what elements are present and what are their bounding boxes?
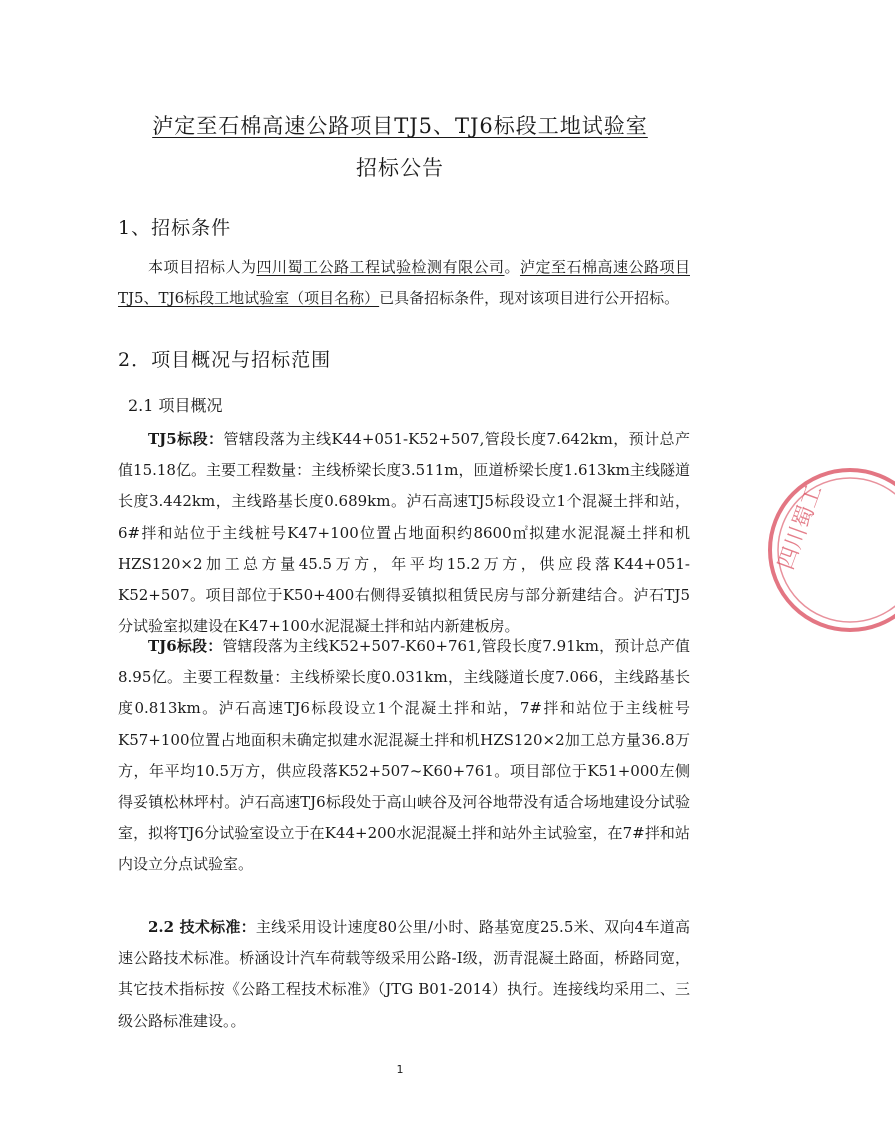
tj6-paragraph	[118, 631, 690, 881]
svg-text:四川蜀工: 四川蜀工	[773, 481, 828, 573]
title-line-1: 泸定至石棉高速公路项目TJ5、TJ6标段工地试验室	[152, 114, 648, 138]
tj6-text: 管辖段落为主线K52+507-K60+761,管段长度7.91km，预计总产值8.95亿。主要工程数量：主线桥梁长度0.031km，主线隧道长度7.066，主线路基长度0.813km。泸石高速TJ6标段设立1个混凝土拌和站，7#拌和站位于主线桩号K57+100位置占地面积未确定拟建水泥混凝土拌和机HZS120×2加工总方量36.8万方，年平均10.5万方，供应段落K52+507~K60+761。项目部位于K51+000左侧得妥镇松林坪村。泸石高速TJ6标段处于高山峡谷及河谷地带没有适合场地建设分试验室，拟将TJ6分试验室设立于在K44+200水泥混凝土拌和站外主试验室，在7#拌和站内设立分点试验室。	[118, 637, 690, 874]
std-text: 主线采用设计速度80公里/小时、路基宽度25.5米、双向4车道高速公路技术标准。桥涵设计汽车荷载等级采用公路-Ⅰ级，沥青混凝土路面，桥路同宽，其它技术指标按《公路工程技术标准》（JTG B01-2014）执行。连接线均采用二、三级公路标准建设。。	[118, 918, 690, 1030]
project-name: 泸定至石棉高速公路项目TJ5、TJ6标段工地试验室（项目名称）	[118, 258, 690, 308]
intro-text: 本项目招标人为	[148, 258, 257, 276]
technical-standard-paragraph	[118, 912, 690, 1037]
tj5-text: 管辖段落为主线K44+051-K52+507,管段长度7.642km，预计总产值15.18亿。主要工程数量：主线桥梁长度3.511m，匝道桥梁长度1.613km主线隧道长度3.442km，主线路基长度0.689km。泸石高速TJ5标段设立1个混凝土拌和站，6#拌和站位于主线桩号K47+100位置占地面积约8600㎡拟建水泥混凝土拌和机HZS120×2加工总方量45.5万方，年平均15.2万方，供应段落K44+051-K52+507。项目部位于K50+400右侧得妥镇拟租赁民房与部分新建结合。泸石TJ5分试验室拟建设在K47+100水泥混凝土拌和站内新建板房。	[118, 430, 690, 636]
document-subtitle: 招标公告	[356, 156, 444, 180]
tenderer-name: 四川蜀工公路工程试验检测有限公司	[256, 258, 505, 276]
separator-text: 。	[504, 258, 520, 276]
std-lead: 2.2 技术标准：	[148, 918, 256, 936]
tender-conditions-paragraph	[118, 252, 690, 314]
tj5-paragraph	[118, 424, 690, 642]
tj6-lead: TJ6标段：	[148, 637, 223, 655]
tj5-lead: TJ5标段：	[148, 430, 224, 448]
section-heading-overview: 2．项目概况与招标范围	[118, 349, 332, 371]
company-seal-stamp	[755, 460, 895, 640]
page-number: 1	[396, 1063, 404, 1076]
section-heading-tender-conditions: 1、招标条件	[118, 217, 232, 239]
subsection-heading-overview: 2.1 项目概况	[128, 396, 223, 415]
conditions-rest-text: 已具备招标条件，现对该项目进行公开招标。	[379, 289, 680, 308]
document-title	[0, 110, 800, 140]
